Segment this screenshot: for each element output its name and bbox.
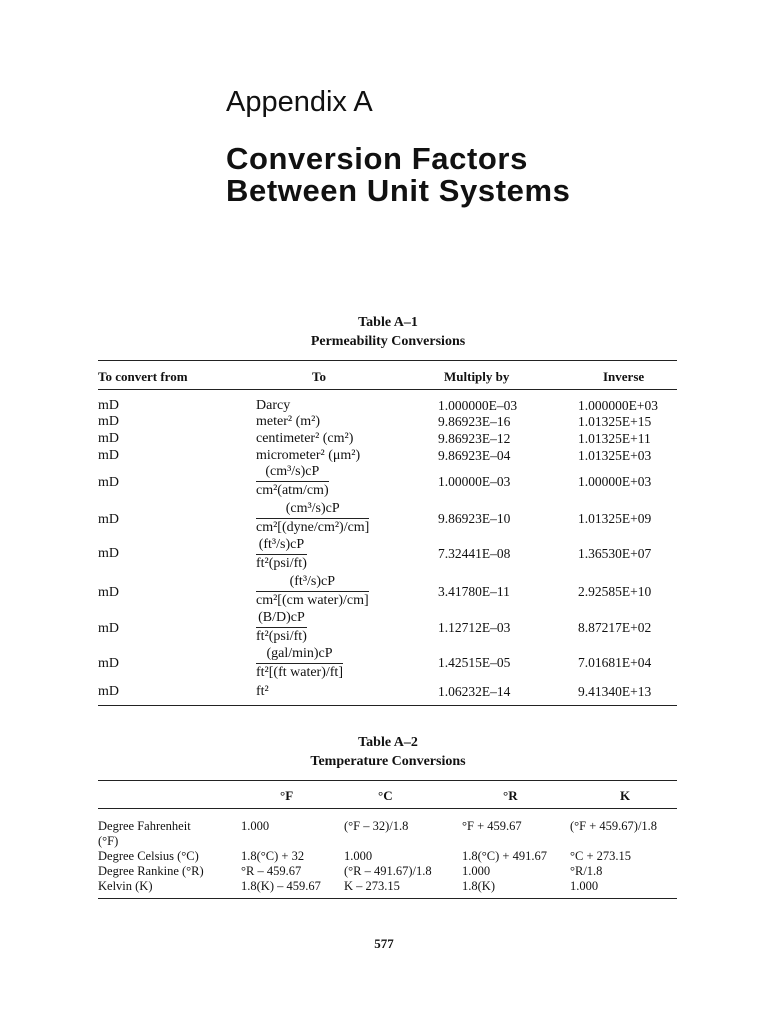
row-multiply: 9.86923E–16 <box>438 414 511 429</box>
row-from: mD <box>98 621 119 636</box>
fraction-denominator: ft²[(ft water)/ft] <box>256 665 343 680</box>
row-inverse: 7.01681E+04 <box>578 655 652 670</box>
row-multiply: 7.32441E–08 <box>438 546 511 561</box>
row-c: 1.000 <box>344 849 373 863</box>
row-f: °R – 459.67 <box>241 864 302 878</box>
row-to: micrometer² (μm²) <box>256 448 361 463</box>
row-from: mD <box>98 684 119 699</box>
row-inverse: 1.01325E+09 <box>578 511 652 526</box>
row-label: Degree Fahrenheit <box>98 819 191 833</box>
row-to: meter² (m²) <box>256 414 320 429</box>
row-inverse: 1.36530E+07 <box>578 546 652 561</box>
row-inverse: 9.41340E+13 <box>578 684 652 699</box>
table1-top-rule <box>98 360 677 361</box>
row-to-fraction <box>256 537 307 572</box>
chapter-title <box>226 143 571 207</box>
table1-number: Table A–1 <box>358 315 418 330</box>
row-to-fraction <box>256 464 329 499</box>
table1-caption: Permeability Conversions <box>310 334 466 349</box>
row-to: Darcy <box>256 398 291 413</box>
table2-header-k: K <box>620 788 631 803</box>
table2-top-rule <box>98 780 677 781</box>
row-from: mD <box>98 431 119 446</box>
fraction-numerator: (ft³/s)cP <box>256 537 307 555</box>
table2-header-r: °R <box>503 788 518 803</box>
row-to: ft² <box>256 684 269 699</box>
row-to-fraction <box>256 646 343 681</box>
fraction-denominator: cm²[(cm water)/cm] <box>256 593 369 608</box>
row-from: mD <box>98 448 119 463</box>
row-inverse: 1.01325E+15 <box>578 414 652 429</box>
row-k: 1.000 <box>570 879 599 893</box>
row-inverse: 2.92585E+10 <box>578 584 652 599</box>
row-c: K – 273.15 <box>344 879 400 893</box>
row-inverse: 1.01325E+03 <box>578 448 652 463</box>
fraction-denominator: ft²(psi/ft) <box>256 556 307 571</box>
row-to-fraction <box>256 501 369 536</box>
row-k: °C + 273.15 <box>570 849 632 863</box>
row-from: mD <box>98 475 119 490</box>
table1-header-inverse: Inverse <box>603 369 645 384</box>
row-from: mD <box>98 398 119 413</box>
row-r: 1.8(K) <box>462 879 495 893</box>
row-c: (°R – 491.67)/1.8 <box>344 864 432 878</box>
row-multiply: 3.41780E–11 <box>438 584 510 599</box>
row-multiply: 1.06232E–14 <box>438 684 511 699</box>
row-to-fraction <box>256 610 307 645</box>
page-number: 577 <box>374 936 394 951</box>
fraction-denominator: ft²(psi/ft) <box>256 629 307 644</box>
row-f: 1.8(K) – 459.67 <box>241 879 321 893</box>
title-line-1: Conversion Factors <box>226 141 528 176</box>
row-from: mD <box>98 656 119 671</box>
row-from: mD <box>98 546 119 561</box>
row-r: °F + 459.67 <box>462 819 522 833</box>
row-to-fraction <box>256 574 369 609</box>
row-c: (°F – 32)/1.8 <box>344 819 409 833</box>
table2-header-f: °F <box>280 788 294 803</box>
row-multiply: 1.42515E–05 <box>438 655 511 670</box>
table1-header-to: To <box>312 369 326 384</box>
row-r: 1.8(°C) + 491.67 <box>462 849 547 863</box>
row-from: mD <box>98 414 119 429</box>
row-multiply: 1.000000E–03 <box>438 398 518 413</box>
fraction-numerator: (gal/min)cP <box>256 646 343 664</box>
row-inverse: 1.00000E+03 <box>578 474 652 489</box>
table2-bottom-rule <box>98 898 677 899</box>
row-inverse: 1.01325E+11 <box>578 431 651 446</box>
row-label-continued: (°F) <box>98 834 119 848</box>
table1-header-rule <box>98 389 677 390</box>
row-r: 1.000 <box>462 864 491 878</box>
fraction-numerator: (cm³/s)cP <box>256 464 329 482</box>
fraction-denominator: cm²(atm/cm) <box>256 483 329 498</box>
row-label: Degree Rankine (°R) <box>98 864 204 878</box>
table2-number: Table A–2 <box>358 735 418 750</box>
fraction-numerator: (cm³/s)cP <box>256 501 369 519</box>
row-f: 1.8(°C) + 32 <box>241 849 305 863</box>
row-from: mD <box>98 512 119 527</box>
row-multiply: 9.86923E–12 <box>438 431 511 446</box>
row-k: (°F + 459.67)/1.8 <box>570 819 658 833</box>
appendix-label: Appendix A <box>226 86 373 118</box>
table2-caption: Temperature Conversions <box>310 754 466 769</box>
table2-header-rule <box>98 808 677 809</box>
row-f: 1.000 <box>241 819 270 833</box>
row-k: °R/1.8 <box>570 864 603 878</box>
row-label: Degree Celsius (°C) <box>98 849 199 863</box>
row-inverse: 8.87217E+02 <box>578 620 652 635</box>
row-to: centimeter² (cm²) <box>256 431 354 446</box>
row-multiply: 1.12712E–03 <box>438 620 511 635</box>
row-inverse: 1.000000E+03 <box>578 398 658 413</box>
table2-header-c: °C <box>378 788 393 803</box>
table1-header-from: To convert from <box>98 369 188 384</box>
row-multiply: 9.86923E–10 <box>438 511 511 526</box>
table1-bottom-rule <box>98 705 677 706</box>
fraction-numerator: (B/D)cP <box>256 610 307 628</box>
title-line-2: Between Unit Systems <box>226 173 571 208</box>
fraction-denominator: cm²[(dyne/cm²)/cm] <box>256 520 370 535</box>
row-multiply: 9.86923E–04 <box>438 448 511 463</box>
row-label: Kelvin (K) <box>98 879 153 893</box>
table1-header-multiply: Multiply by <box>444 369 510 384</box>
row-from: mD <box>98 585 119 600</box>
fraction-numerator: (ft³/s)cP <box>256 574 369 592</box>
row-multiply: 1.00000E–03 <box>438 474 511 489</box>
